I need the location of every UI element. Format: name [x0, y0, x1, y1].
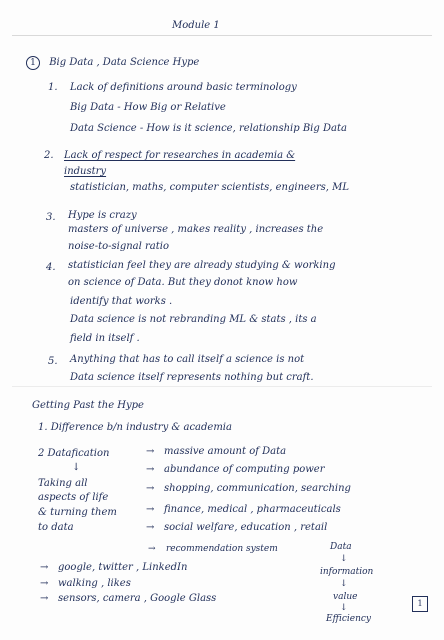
item4-line1: statistician feel they are already studying & working: [68, 260, 336, 271]
item3-line2: masters of universe , makes reality , increases the: [68, 224, 324, 235]
arrow-item-3: → shopping, communication, searching: [146, 483, 351, 494]
item4-line5: field in itself .: [70, 333, 140, 344]
left-note-line2: aspects of life: [38, 492, 109, 503]
page-number: 1: [412, 596, 428, 612]
pyramid-arrow-3: ↓: [340, 603, 348, 613]
arrow-item-4: → finance, medical , pharmaceuticals: [146, 504, 341, 515]
arrow-item-1: → massive amount of Data: [146, 446, 287, 457]
item1-number: 1.: [48, 82, 58, 93]
item1-line1: Lack of definitions around basic terminology: [70, 82, 297, 93]
right-arrow-icon: →: [148, 544, 156, 554]
pyramid-arrow-1: ↓: [340, 554, 348, 564]
bottom-arrow-item-2: → walking , likes: [40, 578, 131, 589]
section2-item2-heading: 2 Datafication: [38, 448, 110, 459]
arrow-item-5: → social welfare, education , retail: [146, 522, 328, 533]
item2-line1: Lack of respect for researches in academia &: [64, 150, 296, 161]
right-arrow-icon: →: [146, 464, 155, 475]
pyramid-information: information: [320, 567, 374, 577]
right-arrow-icon: →: [40, 562, 49, 573]
item2-line3: statistician, maths, computer scientists, engineers, ML: [70, 182, 349, 193]
item3-line1: Hype is crazy: [68, 210, 137, 221]
item4-line2: on science of Data. But they donot know how: [68, 277, 298, 288]
pyramid-efficiency: Efficiency: [326, 614, 371, 624]
bottom-arrow-item-1: → google, twitter , LinkedIn: [40, 562, 188, 573]
right-arrow-icon: →: [146, 522, 155, 533]
bottom-arrow-item-3: → sensors, camera , Google Glass: [40, 593, 217, 604]
item4-line4: Data science is not rebranding ML & stats , its a: [70, 314, 317, 325]
item4-line3: identify that works .: [70, 296, 173, 307]
datafication-down-arrow: ↓: [72, 462, 81, 473]
right-arrow-icon: →: [146, 446, 155, 457]
arrow-item-2: → abundance of computing power: [146, 464, 325, 475]
item1-line2: Big Data - How Big or Relative: [70, 102, 226, 113]
pyramid-data: Data: [330, 542, 352, 552]
header-rule: [12, 35, 432, 36]
arrow-item-6: → recommendation system: [148, 544, 278, 554]
item3-number: 3.: [46, 212, 56, 223]
module-heading: Module 1: [172, 20, 220, 31]
left-note-line1: Taking all: [38, 478, 88, 489]
left-note-line4: to data: [38, 522, 74, 533]
pyramid-value: value: [333, 592, 358, 602]
right-arrow-icon: →: [40, 578, 49, 589]
item5-line1: Anything that has to call itself a science is not: [70, 354, 305, 365]
section-divider: [12, 386, 432, 387]
pyramid-arrow-2: ↓: [340, 579, 348, 589]
section1-heading: [26, 56, 199, 70]
section1-number-circle: 1: [26, 56, 40, 70]
left-note-line3: & turning them: [38, 507, 117, 518]
section1-title: Big Data , Data Science Hype: [49, 57, 200, 68]
item2-line2: industry: [64, 166, 107, 177]
item3-line3: noise-to-signal ratio: [68, 241, 169, 252]
section2-item1: 1. Difference b/n industry & academia: [38, 422, 232, 433]
right-arrow-icon: →: [40, 593, 49, 604]
right-arrow-icon: →: [146, 483, 155, 494]
right-arrow-icon: →: [146, 504, 155, 515]
item5-line2: Data science itself represents nothing but craft.: [70, 372, 314, 383]
item5-number: 5.: [48, 356, 58, 367]
item2-number: 2.: [44, 150, 54, 161]
item1-line3: Data Science - How is it science, relationship Big Data: [70, 123, 347, 134]
item4-number: 4.: [46, 262, 56, 273]
section2-title: Getting Past the Hype: [32, 400, 144, 411]
